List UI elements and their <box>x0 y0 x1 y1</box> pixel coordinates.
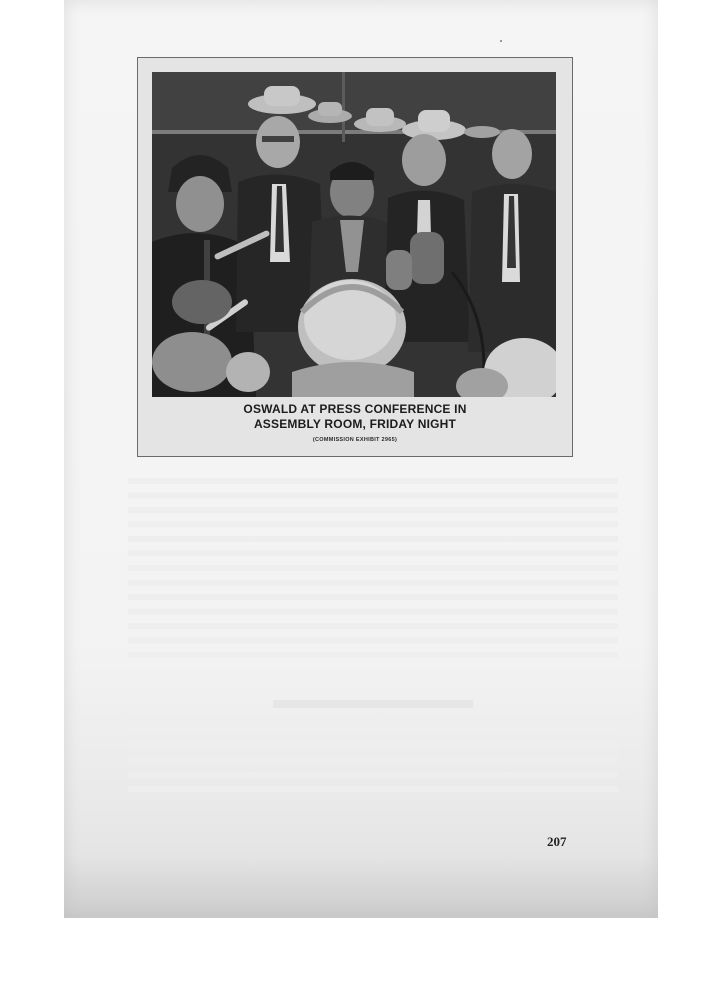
exhibit-reference: (COMMISSION EXHIBIT 2965) <box>312 437 398 443</box>
caption-line-1: OSWALD AT PRESS CONFERENCE IN <box>243 402 467 416</box>
bleed-through-heading <box>128 700 618 708</box>
bleed-through-text-2 <box>128 728 618 800</box>
photo-figure <box>137 57 573 457</box>
photo-illustration <box>152 72 556 397</box>
bleed-through-text <box>128 478 618 666</box>
scan-speck <box>500 40 502 42</box>
caption-line-2: ASSEMBLY ROOM, FRIDAY NIGHT <box>253 417 457 431</box>
page-number: 207 <box>547 834 567 849</box>
press-conference-photo <box>152 72 556 397</box>
photo-caption <box>138 402 572 432</box>
